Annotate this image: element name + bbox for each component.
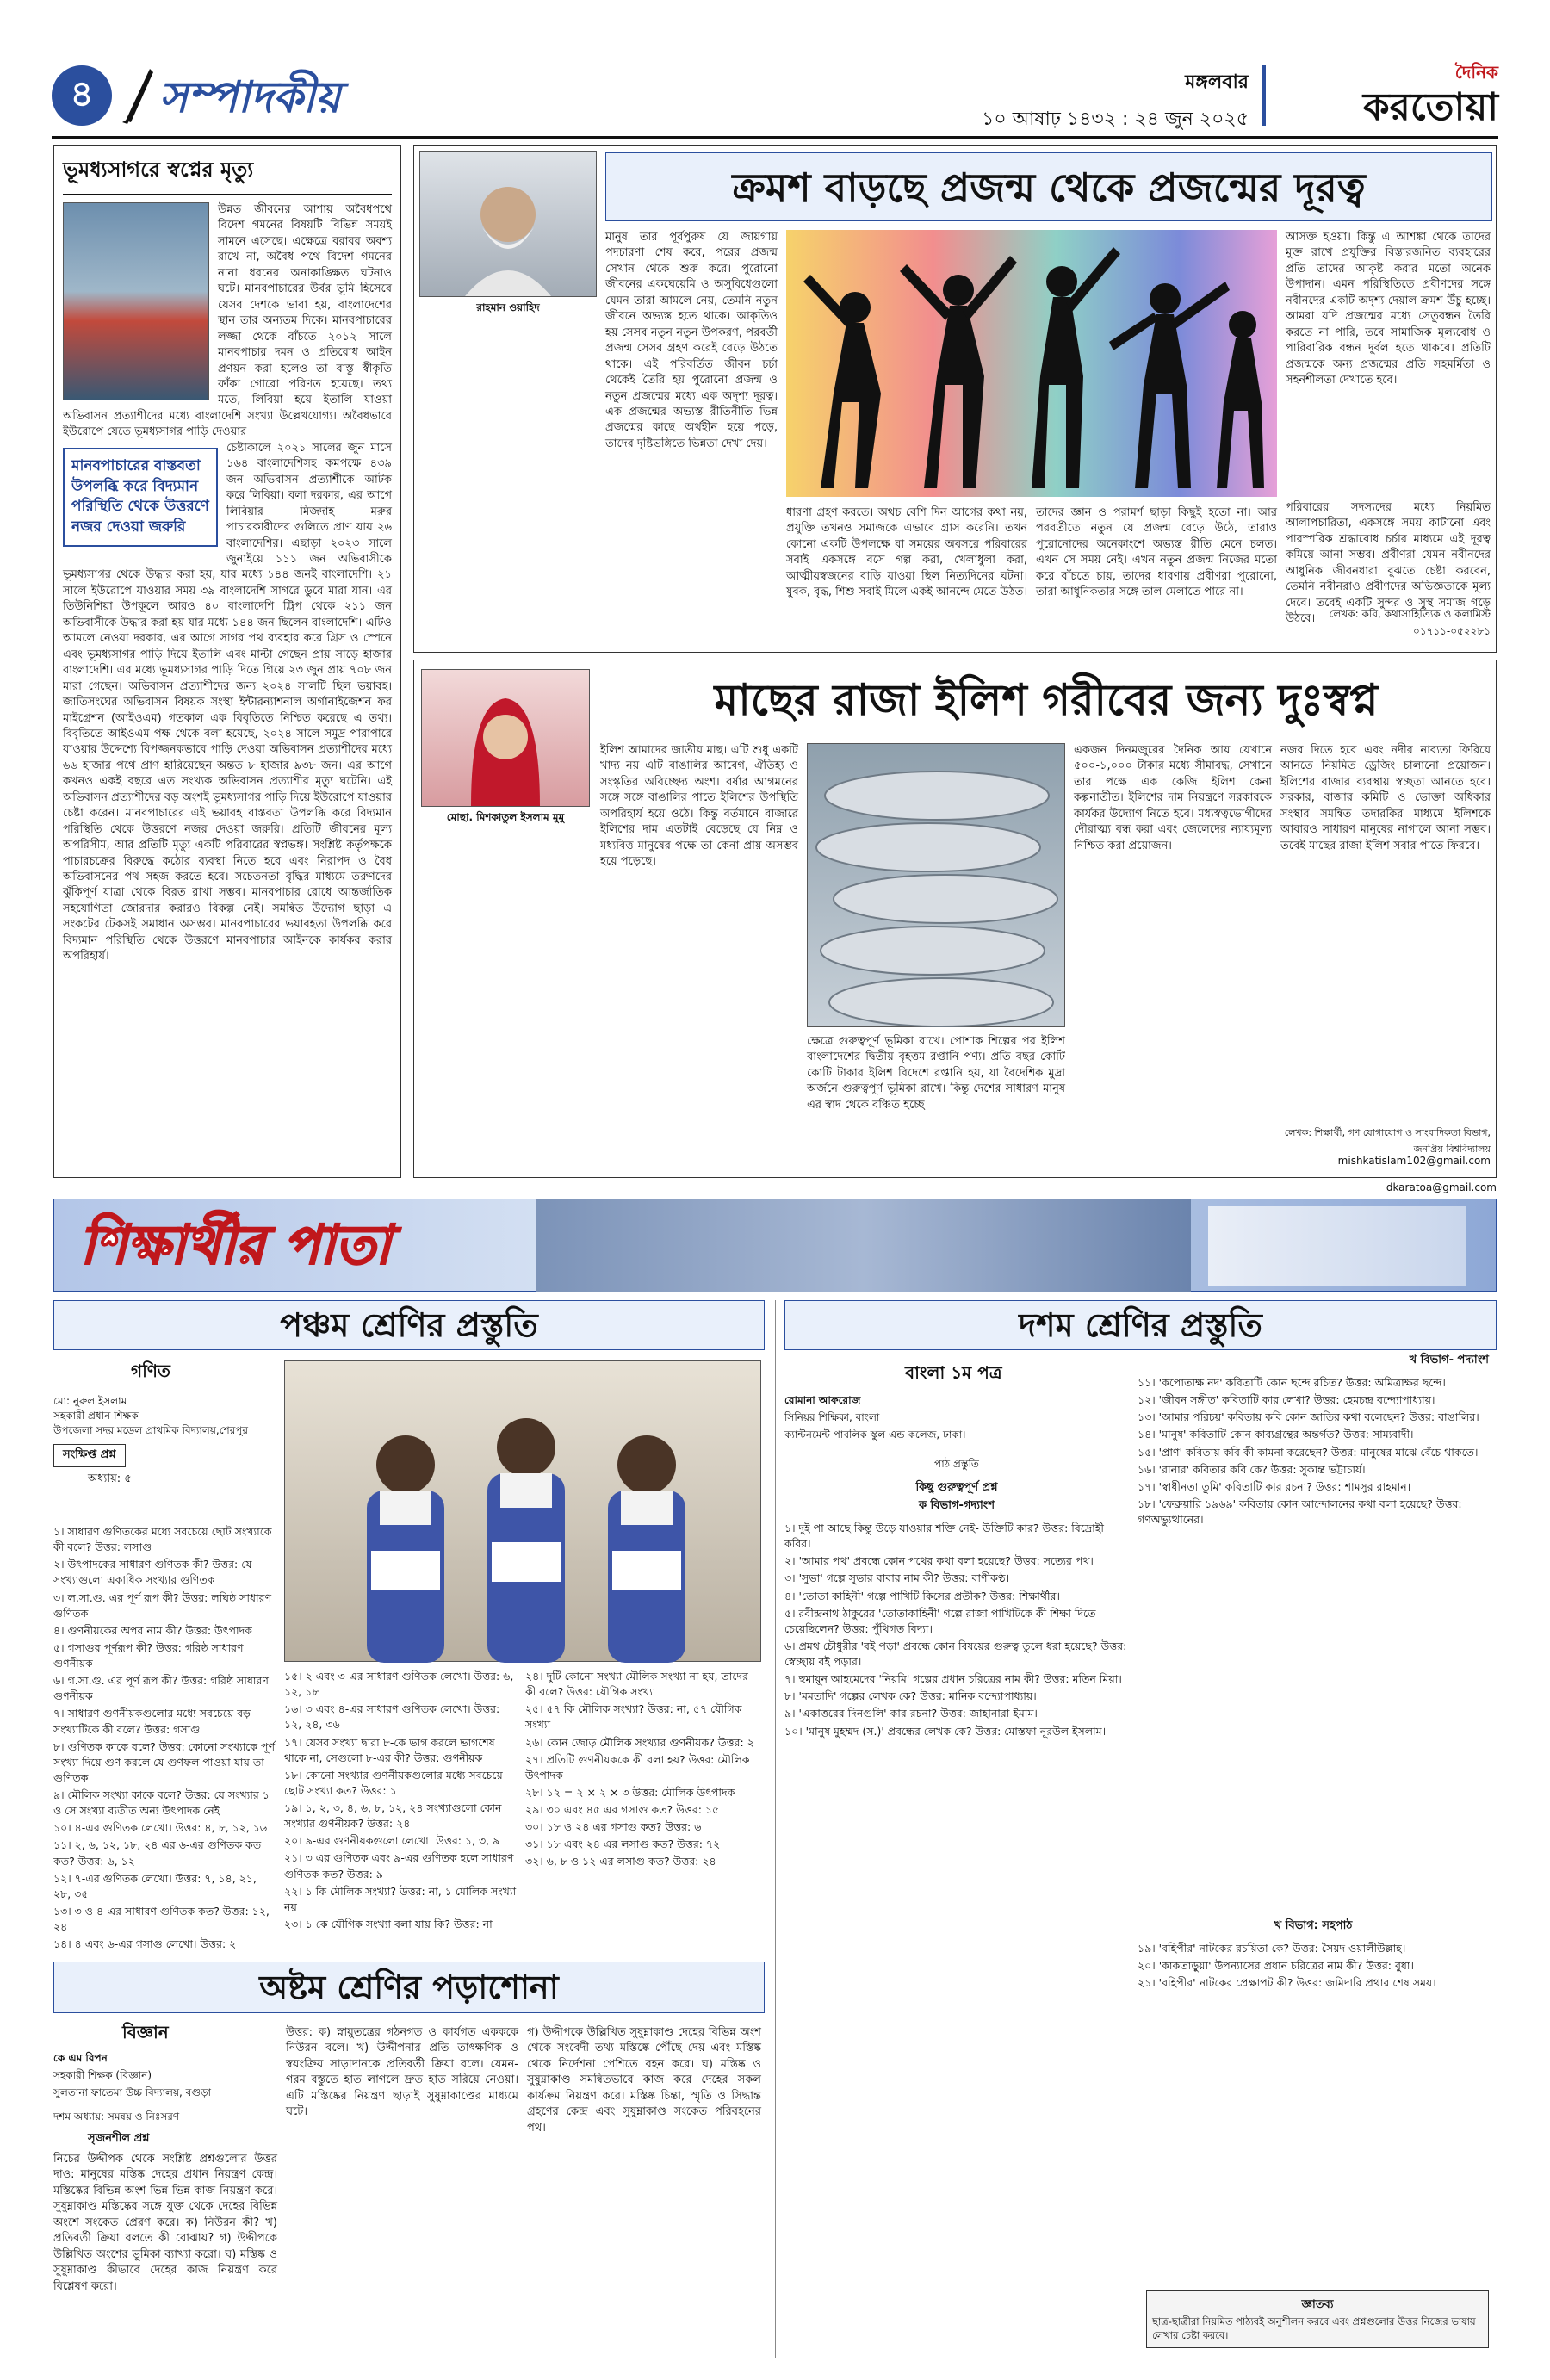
class10-teacher-role: সিনিয়র শিক্ষিকা, বাংলা (784, 1411, 880, 1423)
sidebar-intro: উন্নত জীবনের আশায় অবৈধপথে বিদেশ গমনের বিষয়টি বিভিন্ন সময়ই সামনে এসেছে। এক্ষেত্রে বরাবর অবশ্য রাখে না, অবৈধ পথে বিদেশ গমনের নানা ধরনের অনাকাঙ্ক্ষিত ঘটনাও ঘটে। মানবপাচারের উর্বর ভূমি হিসেবে যেসব দেশকে ভাবা হয়, বাংলাদেশের স্থান তার অন্যতম দিকে। মানবপাচারের লজ্জা থেকে বাঁচতে ২০১২ সালে মানবপাচার দমন ও প্রতিরোধ আইন প্রণয়ন করা হলেও তা বাস্তু স্বীকৃতি ফাঁকা গোরো পরিণত হয়েছে। তথ্য মতে, লিবিয়া হয়ে ইতালি যাওয়া অভিবাসন প্রত্যাশীদের মধ্যে বাংলাদেশি সংখ্যা উল্লেখযোগ্য। অবৈধভাবে ইউরোপে যেতে ভূমধ্যসাগর পাড়ি দেওয়ার (63, 203, 392, 439)
class5-questions-col1 (53, 1524, 277, 1955)
question-item: ১৯। ১, ২, ৩, ৪, ৬, ৮, ১২, ২৪ সংখ্যাগুলো কোন সংখ্যার গুণনীয়ক? উত্তর: ২৪ (284, 1801, 502, 1831)
class5-section (53, 1300, 765, 1955)
article-generations (413, 145, 1497, 653)
class8-school: সুলতানা ফাতেমা উচ্চ বিদ্যালয়, বগুড়া (53, 2086, 212, 2098)
class10-school: ক্যান্টনমেন্ট পাবলিক স্কুল এন্ড কলেজ, ঢাকা। (784, 1429, 966, 1441)
class10-note-title: জ্ঞাতব্য (1301, 2298, 1334, 2311)
question-item: ২৮। ১২ = ২ × ২ × ৩ উত্তর: মৌলিক উৎপাদক (525, 1785, 735, 1799)
pull-quote: মানবপাচারের বাস্তবতা উপলব্ধি করে বিদ্যমান পরিস্থিতি থেকে উত্তরণে নজর দেওয়া জরুরি (63, 448, 218, 547)
question-item: ১। দুই পা আছে কিন্তু উড়ে যাওয়ার শক্তি নেই- উক্তিটি কার? উত্তর: বিদ্রোহী কবির। (784, 1522, 1104, 1551)
question-item: ১২। ৭-এর গুণিতক লেখো। উত্তর: ৭, ১৪, ২১, ২৮, ৩৫ (53, 1871, 257, 1900)
editorial-sidebar (53, 145, 401, 1178)
article1-author-note: লেখক: কবি, কথাসাহিত্যিক ও কলামিস্ট (1329, 608, 1491, 620)
question-item: ১১। 'কপোতাক্ষ নদ' কবিতাটি কোন ছন্দে রচিত? উত্তর: অমিত্রাক্ষর ছন্দে। (1138, 1376, 1446, 1389)
class10-section-ka: ক বিভাগ-গদ্যাংশ (918, 1499, 995, 1512)
question-item: ১০। 'মানুষ মুহম্মদ (স.)' প্রবন্ধের লেখক কে? উত্তর: মোস্তফা নূরউল ইসলাম। (784, 1724, 1107, 1738)
class10-subhead: কিছু গুরুত্বপূর্ণ প্রশ্ন (915, 1481, 998, 1494)
class5-teacher: মো: নুরুল ইসলাম (53, 1395, 127, 1407)
banner-title: শিক্ষার্থীর পাতা (80, 1213, 391, 1276)
article2-col4: নজর দিতে হবে এবং নদীর নাব্যতা ফিরিয়ে আনতে নিয়মিত ড্রেজিং চালানো প্রয়োজন। ইলিশের বাজার ব্যবস্থায় স্বচ্ছতা আনতে হবে। সরকার, বাজার কমিটি ও ভোক্তা অধিকার সংস্থার সমন্বিত তদারকির মাধ্যমে ইলিশকে আবারও সাধারণ মানুষের নাগালে আনা সম্ভব। তবেই মাছের রাজা ইলিশ সবার পাতে ফিরবে। (1280, 744, 1491, 852)
article1-headline: ক্রমশ বাড়ছে প্রজন্ম থেকে প্রজন্মের দূরত্ব (605, 152, 1492, 221)
class5-questions-col2 (284, 1669, 517, 1953)
question-item: ২। 'আমার পথ' প্রবন্ধে কোন পথের কথা বলা হয়েছে? উত্তর: সত্যের পথ। (784, 1554, 1094, 1568)
question-item: ৮। 'মমতাদি' গল্পের লেখক কে? উত্তর: মানিক বন্দ্যোপাধ্যায়। (784, 1689, 1037, 1703)
article2-col2: ক্ষেত্রে গুরুত্বপূর্ণ ভূমিকা রাখে। পোশাক শিল্পের পর ইলিশ বাংলাদেশের দ্বিতীয় বৃহত্তম রপ্তানি পণ্য। প্রতি বছর কোটি কোটি টাকার ইলিশ বিদেশে রপ্তানি হয়, যা বৈদেশিক মুদ্রা অর্জনে গুরুত্বপূর্ণ ভূমিকা রাখে। কিন্তু দেশের সাধারণ মানুষ এর স্বাদ থেকে বঞ্চিত হচ্ছে। (807, 1035, 1065, 1112)
question-item: ১৪। 'মানুষ' কবিতাটি কোন কাব্যগ্রন্থের অন্তর্গত? উত্তর: সাম্যবাদী। (1138, 1428, 1414, 1441)
class8-teacher-role: সহকারী শিক্ষক (বিজ্ঞান) (53, 2069, 152, 2081)
question-item: ১৩। ৩ ও ৪-এর সাধারণ গুণিতক কত? উত্তর: ১২, ২৪ (53, 1904, 270, 1933)
desk-email: dkaratoa@gmail.com (1386, 1181, 1497, 1193)
question-item: ২১। ৩ এর গুণিতক এবং ৯-এর গুণিতক হলে সাধারণ গুণিতক কত? উত্তর: ৯ (284, 1851, 514, 1881)
class8-subject: বিজ্ঞান (122, 2022, 169, 2042)
class8-subhead: সৃজনশীল প্রশ্ন (88, 2132, 150, 2145)
author2-photo (421, 669, 590, 807)
page-number: ৪ (70, 71, 94, 115)
class5-subhead: সংক্ষিপ্ত প্রশ্ন (53, 1444, 126, 1467)
question-item: ১৫। ২ এবং ৩-এর সাধারণ গুণিতক লেখো। উত্তর: ৬, ১২, ১৮ (284, 1670, 514, 1699)
article1-col4: আসক্ত হওয়া। কিন্তু এ আশঙ্কা থেকে তাদের মুক্ত রাখে প্রযুক্তির বিস্তারজনিত ব্যবহারের প্রতি তাদের আকৃষ্ট করার মতো অনেক উপাদান। এমন পরিস্থিতিতে প্রবীণদের সঙ্গে নবীনদের একটি অদৃশ্য দেয়াল ক্রমশ উঁচু হচ্ছে। আমরা যদি প্রজন্মের মধ্যে সেতুবন্ধন তৈরি করতে না পারি, তবে সামাজিক মূল্যবোধ ও পারিবারিক বন্ধন দুর্বল হতে থাকবে। প্রতিটি প্রজন্মকে অন্য প্রজন্মের প্রতি সহমর্মিতা ও সহনশীলতা দেখাতে হবে। (1286, 231, 1491, 387)
class8-teacher: কে এম রিপন (53, 2052, 108, 2064)
class5-questions-col3 (525, 1669, 761, 1953)
page-number-badge (52, 65, 112, 126)
question-item: ১৮। কোনো সংখ্যার গুণনীয়কগুলোর মধ্যে সবচেয়ে ছোট সংখ্যা কত? উত্তর: ১ (284, 1768, 503, 1797)
class8-col2: উত্তর: ক) স্নায়ুতন্ত্রের গঠনগত ও কার্যগত একককে নিউরন বলে। খ) উদ্দীপনার প্রতি তাৎক্ষণিক ও স্বয়ংক্রিয় সাড়াদানকে প্রতিবর্তী ক্রিয়া বলে। যেমন- গরম বস্তুতে হাত লাগলে দ্রুত হাত সরিয়ে নেওয়া। এটি মস্তিষ্কের নিয়ন্ত্রণ ছাড়াই সুষুম্নাকাণ্ডের মাধ্যমে ঘটে। (286, 2026, 518, 2119)
question-item: ৩০। ১৮ ও ২৪ এর গসাগু কত? উত্তর: ৬ (525, 1820, 702, 1834)
question-item: ৯। 'একাত্তরের দিনগুলি' কার রচনা? উত্তর: জাহানারা ইমাম। (784, 1707, 1038, 1720)
question-item: ৩২। ৬, ৮ ও ১২ এর লসাগু কত? উত্তর: ২৪ (525, 1855, 716, 1869)
article2-author-note: লেখক: শিক্ষার্থী, গণ যোগাযোগ ও সাংবাদিকতা বিভাগ, জনপ্রিয় বিশ্ববিদ্যালয় (1284, 1127, 1491, 1155)
class5-photo (284, 1360, 761, 1662)
article1-col5: পরিবারের সদস্যদের মধ্যে নিয়মিত আলাপচারিতা, একসঙ্গে সময় কাটানো এবং পারস্পরিক শ্রদ্ধাবোধ চর্চার মাধ্যমে এই দূরত্ব কমিয়ে আনা সম্ভব। প্রবীণরা যেমন নবীনদের আধুনিক জীবনধারা বুঝতে চেষ্টা করবেন, তেমনি নবীনরাও প্রবীণদের অভিজ্ঞতাকে মূল্য দেবে। তবেই একটি সুন্দর ও সুস্থ সমাজ গড়ে উঠবে। (1286, 501, 1491, 626)
question-item: ১৮। 'ফেব্রুয়ারি ১৯৬৯' কবিতায় কোন আন্দোলনের কথা বলা হয়েছে? উত্তর: গণঅভ্যুত্থানের। (1138, 1497, 1462, 1526)
question-item: ২। উৎপাদকের সাধারণ গুণিতক কী? উত্তর: যে সংখ্যাগুলো একাধিক সংখ্যার গুণিতক (53, 1558, 252, 1587)
question-item: ২১। 'বহিপীর' নাটকের প্রেক্ষাপট কী? উত্তর: জমিদারি প্রথার শেষ সময়। (1138, 1976, 1436, 1990)
question-item: ৯। মৌলিক সংখ্যা কাকে বলে? উত্তর: যে সংখ্যার ১ ও সে সংখ্যা ব্যতীত অন্য উৎপাদক নেই (53, 1788, 270, 1818)
banner-photo-teacher (1208, 1206, 1466, 1286)
article1-col3: তাদের জ্ঞান ও পরামর্শ ছাড়া কিছুই হতো না। আর পরবর্তীতে নতুন যে প্রজন্ম বেড়ে উঠে, তারাও পুরোনোদের অনেকাংশে অভ্যস্ত রীতি মেনে চলত। এখন সে সময় নেই। এখন নতুন প্রজন্ম নিজের মতো করে বাঁচতে চায়, তাদের ধারণায় প্রবীণরা পুরোনো, তারা আধুনিকতার সঙ্গে তাল মেলাতে পারে না। (1036, 506, 1277, 599)
banner-photo-students (536, 1199, 1191, 1292)
class5-chapter: অধ্যায়: ৫ (88, 1472, 132, 1486)
sidebar-photo (63, 202, 209, 400)
paper-prefix: দৈনিক (1454, 62, 1498, 83)
question-item: ৩১। ১৮ এবং ২৪ এর লসাগু কত? উত্তর: ৭২ (525, 1838, 721, 1851)
class10-section-kha: খ বিভাগ- পদ্যাংশ (1409, 1354, 1489, 1367)
paper-name: করতোয়া (1362, 85, 1498, 129)
class5-subject: গণিত (131, 1360, 170, 1381)
question-item: ৫। রবীন্দ্রনাথ ঠাকুরের 'তোতাকাহিনী' গল্পে রাজা পাখিটিকে কী শিক্ষা দিতে চেয়েছিলেন? উত্তর: পুঁথিগত বিদ্যা। (784, 1606, 1096, 1635)
class5-school: উপজেলা সদর মডেল প্রাথমিক বিদ্যালয়,শেরপুর (53, 1423, 249, 1436)
class5-title: পঞ্চম শ্রেণির প্রস্তুতি (53, 1300, 765, 1350)
question-item: ১৯। 'বহিপীর' নাটকের রচয়িতা কে? উত্তর: সৈয়দ ওয়ালীউল্লাহ। (1138, 1942, 1406, 1955)
article2-headline: মাছের রাজা ইলিশ গরীবের জন্য দুঃস্বপ্ন (714, 675, 1379, 725)
question-item: ১৬। ৩ এবং ৪-এর সাধারণ গুণিতক লেখো। উত্তর: ১২, ২৪, ৩৬ (284, 1702, 500, 1732)
section-name: সম্পাদকীয় (159, 72, 341, 122)
question-item: ৫। গসাগুর পূর্ণরূপ কী? উত্তর: গরিষ্ঠ সাধারণ গুণনীয়ক (53, 1640, 244, 1670)
article1-author-phone: ০১৭১১-০৫২২৮১ (1412, 625, 1491, 637)
sidebar-title: ভূমধ্যসাগরে স্বপ্নের মৃত্যু (63, 154, 392, 195)
question-item: ৩। ল.সা.গু. এর পূর্ণ রূপ কী? উত্তর: লঘিষ্ঠ সাধারণ গুণিতক (53, 1590, 272, 1620)
question-item: ২৭। প্রতিটি গুণনীয়ককে কী বলা হয়? উত্তর: মৌলিক উৎপাদক (525, 1752, 750, 1782)
pen-icon (119, 64, 157, 124)
question-item: ৪। 'তোতা কাহিনী' গল্পে পাখিটি কিসের প্রতীক? উত্তর: শিক্ষার্থীর। (784, 1589, 1060, 1602)
article1-image (786, 230, 1277, 497)
question-item: ৬। প্রমথ চৌধুরীর 'বই পড়া' প্রবন্ধে কোন বিষয়ের গুরুত্ব তুলে ধরা হয়েছে? উত্তর: স্বেচ্ছায় বই পড়ার। (784, 1639, 1127, 1668)
class8-chapter: দশম অধ্যায়: সমন্বয় ও নিঃসরণ (53, 2110, 180, 2123)
question-item: ২০। ৯-এর গুণনীয়কগুলো লেখো। উত্তর: ১, ৩, ৯ (284, 1834, 500, 1848)
question-item: ১৭। 'স্বাধীনতা তুমি' কবিতাটি কার রচনা? উত্তর: শামসুর রাহমান। (1138, 1479, 1411, 1493)
class10-questions-col2b (1138, 1941, 1489, 2182)
question-item: ৭। হুমায়ূন আহমেদের 'নিয়মি' গল্পের প্রধান চরিত্রের নাম কী? উত্তর: মতিন মিয়া। (784, 1672, 1122, 1686)
divider (1262, 65, 1266, 126)
question-item: ১৬। 'রানার' কবিতার কবি কে? উত্তর: সুকান্ত ভট্টাচার্য। (1138, 1462, 1366, 1476)
question-item: ২৬। কোন জোড় মৌলিক সংখ্যার গুণনীয়ক? উত্তর: ২ (525, 1735, 754, 1749)
author-photo (419, 151, 597, 297)
day: মঙ্গলবার (1185, 71, 1249, 93)
class8-col1: নিচের উদ্দীপক থেকে সংশ্লিষ্ট প্রশ্নগুলোর উত্তর দাও: মানুষের মস্তিষ্ক দেহের প্রধান নিয়ন্ত্রণ কেন্দ্র। মস্তিষ্কের বিভিন্ন অংশ ভিন্ন ভিন্ন কাজ নিয়ন্ত্রণ করে। সুষুম্নাকাণ্ড মস্তিষ্কের সঙ্গে যুক্ত থেকে দেহের বিভিন্ন অংশে সংকেত প্রেরণ করে। ক) নিউরন কী? খ) প্রতিবর্তী ক্রিয়া বলতে কী বোঝায়? গ) উদ্দীপকে উল্লিখিত অংশের ভূমিকা ব্যাখ্যা করো। ঘ) মস্তিষ্ক ও সুষুম্নাকাণ্ড কীভাবে দেহের কাজ নিয়ন্ত্রণ করে বিশ্লেষণ করো। (53, 2153, 277, 2293)
question-item: ১৫। 'প্রাণ' কবিতায় কবি কী কামনা করেছেন? উত্তর: মানুষের মাঝে বেঁচে থাকতে। (1138, 1445, 1479, 1459)
question-item: ৮। গুণিতক কাকে বলে? উত্তর: কোনো সংখ্যাকে পূর্ণ সংখ্যা দিয়ে গুণ করলে যে গুণফল পাওয়া যায় তা গুণিতক (53, 1739, 276, 1784)
question-item: ১৩। 'আমার পরিচয়' কবিতায় কবি কোন জাতির কথা বলেছেন? উত্তর: বাঙালির। (1138, 1410, 1479, 1424)
question-item: ৩। 'সুভা' গল্পে সুভার বাবার নাম কী? উত্তর: বাণীকণ্ঠ। (784, 1571, 1010, 1585)
question-item: ২৪। দুটি কোনো সংখ্যা মৌলিক সংখ্যা না হয়, তাদের কী বলে? উত্তর: যৌগিক সংখ্যা (525, 1670, 748, 1699)
question-item: ২৩। ১ কে যৌগিক সংখ্যা বলা যায় কি? উত্তর: না (284, 1917, 493, 1931)
question-item: ১২। 'জীবন সঙ্গীত' কবিতাটি কার লেখা? উত্তর: হেমচন্দ্র বন্দ্যোপাধ্যায়। (1138, 1393, 1435, 1407)
class10-title: দশম শ্রেণির প্রস্তুতি (784, 1300, 1497, 1350)
masthead-rule (52, 136, 1498, 139)
article2-col3: একজন দিনমজুরের দৈনিক আয় যেখানে ৫০০-১,০০০ টাকার মধ্যে সীমাবদ্ধ, সেখানে তার পক্ষে এক কেজি ইলিশ কেনা কল্পনাতীত। ইলিশের দাম নিয়ন্ত্রণে সরকারকে কার্যকর উদ্যোগ নিতে হবে। মধ্যস্বত্বভোগীদের দৌরাত্ম্য বন্ধ করা এবং জেলেদের ন্যায্যমূল্য নিশ্চিত করা প্রয়োজন। (1074, 744, 1272, 852)
article1-col1: মানুষ তার পূর্বপুরুষ যে জায়গায় পদচারণা শেষ করে, পরের প্রজন্ম সেখান থেকে শুরু করে। পুরোনো জীবনের একঘেয়েমি ও অসুবিধেগুলো যেমন তারা আমলে নেয়, তেমনি নতুন জীবনে অভ্যস্ত হতে থাকে। আকৃতিও হয় সেসব নতুন নতুন উপকরণ, পরবর্তী প্রজন্ম সেসব গ্রহণ করেই বেড়ে উঠতে থাকে। এই পরিবর্তিত জীবন চর্চা থেকেই তৈরি হয় পুরোনো প্রজন্ম ও নতুন প্রজন্মের মধ্যে এক অদৃশ্য দূরত্ব। এক প্রজন্মের অভ্যস্ত রীতিনীতি ভিন্ন প্রজন্মের কাছে অর্থহীন হয়ে পড়ে, তাদের দৃষ্টিভঙ্গিতে ভিন্নতা দেখা দেয়। (605, 231, 778, 450)
class10-teacher: রোমানা আফরোজ (784, 1394, 861, 1406)
author2-name: মোছা. মিশকাতুল ইসলাম মুমু (446, 811, 565, 823)
hilsa-image (807, 743, 1065, 1027)
question-item: ২০। 'কাকতাড়ুয়া' উপন্যাসের প্রধান চরিত্রের নাম কী? উত্তর: বুধা। (1138, 1959, 1415, 1973)
question-item: ৬। গ.সা.গু. এর পূর্ণ রূপ কী? উত্তর: গরিষ্ঠ সাধারণ গুণনীয়ক (53, 1674, 269, 1703)
class10-questions-col1 (784, 1521, 1129, 2278)
question-item: ১০। ৪-এর গুণিতক লেখো। উত্তর: ৪, ৮, ১২, ১৬ (53, 1821, 267, 1835)
education-banner (53, 1199, 1497, 1292)
class10-note (1146, 2290, 1489, 2348)
class8-section (53, 1962, 765, 2358)
paper-logo (1283, 60, 1498, 127)
question-item: ১১। ২, ৬, ১২, ১৮, ২৪ এর ৬-এর গুণিতক কত কত? উত্তর: ৬, ১২ (53, 1838, 262, 1868)
question-item: ৭। সাধারণ গুণনীয়কগুলোর মধ্যে সবচেয়ে বড় সংখ্যাটিকে কী বলে? উত্তর: গসাগু (53, 1707, 251, 1736)
question-item: ১৪। ৪ এবং ৬-এর গসাগু লেখো। উত্তর: ২ (53, 1937, 237, 1951)
article1-col2: ধারণা গ্রহণ করতে। অথচ বেশি দিন আগের কথা নয়, প্রযুক্তি তখনও সমাজকে এভাবে গ্রাস করেনি। তখন কোনো একটি উপলক্ষে বা সময়ের অবসরে পরিবারের সবাই একসঙ্গে বসে গল্প করা, খেলাধুলা করা, আত্মীয়স্বজনের বাড়ি যাওয়া ছিল নিত্যদিনের ঘটনা। যুবক, বৃদ্ধ, শিশু সবাই মিলে একই আনন্দে মেতে উঠত। (786, 506, 1027, 599)
question-item: ১৭। যেসব সংখ্যা দ্বারা ৮-কে ভাগ করলে ভাগশেষ থাকে না, সেগুলো ৮-এর কী? উত্তর: গুণনীয়ক (284, 1735, 495, 1764)
date: ১০ আষাঢ় ১৪৩২ : ২৪ জুন ২০২৫ (982, 108, 1249, 130)
author-name: রাহমান ওয়াহিদ (476, 301, 540, 313)
class10-note-text: ছাত্র-ছাত্রীরা নিয়মিত পাঠ্যবই অনুশীলন করবে এবং প্রশ্নগুলোর উত্তর নিজের ভাষায় লেখার চেষ্টা করবে। (1152, 2315, 1476, 2342)
question-item: ১। সাধারণ গুণিতকের মধ্যে সবচেয়ে ছোট সংখ্যাকে কী বলে? উত্তর: লসাগু (53, 1525, 272, 1554)
question-item: ২৫। ৫৭ কি মৌলিক সংখ্যা? উত্তর: না, ৫৭ যৌগিক সংখ্যা (525, 1702, 742, 1732)
class10-section-ga: খ বিভাগ: সহপাঠ (1274, 1919, 1353, 1932)
class5-teacher-role: সহকারী প্রধান শিক্ষক (53, 1409, 139, 1422)
class8-title: অষ্টম শ্রেণির পড়াশোনা (53, 1962, 765, 2013)
article2-col1: ইলিশ আমাদের জাতীয় মাছ। এটি শুধু একটি খাদ্য নয় এটি বাঙালির আবেগ, ঐতিহ্য ও সংস্কৃতির অবিচ্ছেদ্য অংশ। বর্ষার আগমনের সঙ্গে সঙ্গে বাঙালির পাতে ইলিশের উপস্থিতি অপরিহার্য হয়ে ওঠে। কিন্তু বর্তমানে বাজারে ইলিশের দাম এতটাই বেড়েছে যে নিম্ন ও মধ্যবিত্ত মানুষের পক্ষে তা কেনা প্রায় অসম্ভব হয়ে পড়েছে। (600, 744, 798, 869)
question-item: ২২। ১ কি মৌলিক সংখ্যা? উত্তর: না, ১ মৌলিক সংখ্যা নয় (284, 1884, 517, 1913)
question-item: ৪। গুণনীয়কের অপর নাম কী? উত্তর: উৎপাদক (53, 1623, 252, 1637)
question-item: ২৯। ৩০ এবং ৪৫ এর গসাগু কত? উত্তর: ১৫ (525, 1803, 720, 1816)
masthead (52, 60, 1498, 131)
class10-questions-col2 (1138, 1375, 1489, 1909)
class10-section (775, 1300, 1497, 2358)
article2-email: mishkatislam102@gmail.com (1337, 1155, 1491, 1167)
article-hilsa (413, 660, 1497, 1178)
class8-col3: গ) উদ্দীপকে উল্লিখিত সুষুম্নাকাণ্ড দেহের বিভিন্ন অংশ থেকে সংবেদী তথ্য মস্তিষ্কে পৌঁছে দেয় এবং মস্তিষ্ক থেকে নির্দেশনা পেশিতে বহন করে। ঘ) মস্তিষ্ক ও সুষুম্নাকাণ্ড সমন্বিতভাবে কাজ করে দেহের সকল কার্যক্রম নিয়ন্ত্রণ করে। মস্তিষ্ক চিন্তা, স্মৃতি ও সিদ্ধান্ত গ্রহণের কেন্দ্র এবং সুষুম্নাকাণ্ড সংকেত পরিবহনের পথ। (527, 2026, 761, 2135)
class10-chapter: পাঠ প্রস্তুতি (934, 1458, 979, 1470)
sidebar-body: চেষ্টাকালে ২০২১ সালের জুন মাসে ১৬৪ বাংলাদেশিসহ কমপক্ষে ৪৩৯ জন অভিবাসন প্রত্যাশীকে আটক করে লিবিয়া। বলা দরকার, এর আগে লিবিয়ার মিজদাহ মরুর পাচারকারীদের গুলিতে প্রাণ যায় ২৬ বাংলাদেশির। এছাড়া ২০২৩ সালে জুনাইয়ে ১১১ জন অভিবাসীকে ভূমধ্যসাগর থেকে উদ্ধার করা হয়, যার মধ্যে ১৪৪ জনই বাংলাদেশি। ২১ সালে ইউরোপে যাওয়ার সময় ৩৯ বাংলাদেশি সাগরে ডুবে মারা যান। এর তিউনিশিয়া উপকূলে আরও ৪০ বাংলাদেশি ট্রিপ থেকে ২১১ জন অভিবাসীকে উদ্ধার করা হয় যার মধ্যে ১৪৪ জন ছিলেন বাংলাদেশি। এটিও আমলে নেওয়া দরকার, এর আগে সাগর পথ ব্যবহার করে গ্রিস ও স্পেনে এবং ভূমধ্যসাগর পাড়ি দিয়ে ইতালি এবং মাল্টা গেছেন প্রায় সাড়ে হাজার বাংলাদেশি। এর মধ্যে ভূমধ্যসাগর পাড়ি দিতে গিয়ে ২৩ জুন প্রায় ৭০৮ জন মারা গেছেন। অভিবাসন প্রত্যাশীদের জন্য ২০২৪ সালটি ছিল ভয়াবহ। জাতিসংঘের অভিবাসন বিষয়ক সংস্থা ইন্টারন্যাশনাল অর্গানাইজেশন ফর মাইগ্রেশন (আইওএম) গতকাল এক বিবৃতিতে নিশ্চিত করেছে এ তথ্য। বিবৃতিতে আইওএম পক্ষ থেকে বলা হয়েছে, ২০২৪ সালে সমুদ্র পারাপারে যাওয়ার উদ্দেশ্যে বিপজ্জনকভাবে পাড়ি দেওয়া অভিবাসন প্রত্যাশীদের মধ্যে ৬৬ হাজার পথে প্রাণ হারিয়েছেন অন্তত ৮ হাজার ৯৩৮ জন। এর আগে কখনও একই বছরে এত সংখ্যক অভিবাসন প্রত্যাশীর মৃত্যু ঘটেনি। এই অভিবাসন প্রত্যাশীদের বড় অংশই ভূমধ্যসাগর পাড়ি দিয়ে ইউরোপে যাওয়ার চেষ্টা করেন। মানবপাচারের এই ভয়াবহ বাস্তবতা উপলব্ধি করে বিদ্যমান পরিস্থিতি থেকে উত্তরণে নজর দেওয়া জরুরি। প্রতিটি জীবনের মূল্য অপরিসীম, আর প্রতিটি মৃত্যু একটি পরিবারের স্বপ্নভঙ্গ। সংশ্লিষ্ট কর্তৃপক্ষকে পাচারচক্রের বিরুদ্ধে কঠোর ব্যবস্থা নিতে হবে এবং নিরাপদ ও বৈধ অভিবাসনের পথ সহজ করতে হবে। সচেতনতা বৃদ্ধির মাধ্যমে তরুণদের ঝুঁকিপূর্ণ যাত্রা থেকে বিরত রাখা সম্ভব। মানবপাচার রোধে আন্তর্জাতিক সহযোগিতা জোরদার করারও বিকল্প নেই। সমন্বিত উদ্যোগ ছাড়া এ সংকটের টেকসই সমাধান অসম্ভব। মানবপাচারের ভয়াবহতা উপলব্ধি করে বিদ্যমান পরিস্থিতি থেকে উত্তরণে মানবপাচার আইনকে কার্যকর করার অপরিহার্য। (63, 441, 393, 964)
class10-subject: বাংলা ১ম পত্র (905, 1362, 1002, 1383)
